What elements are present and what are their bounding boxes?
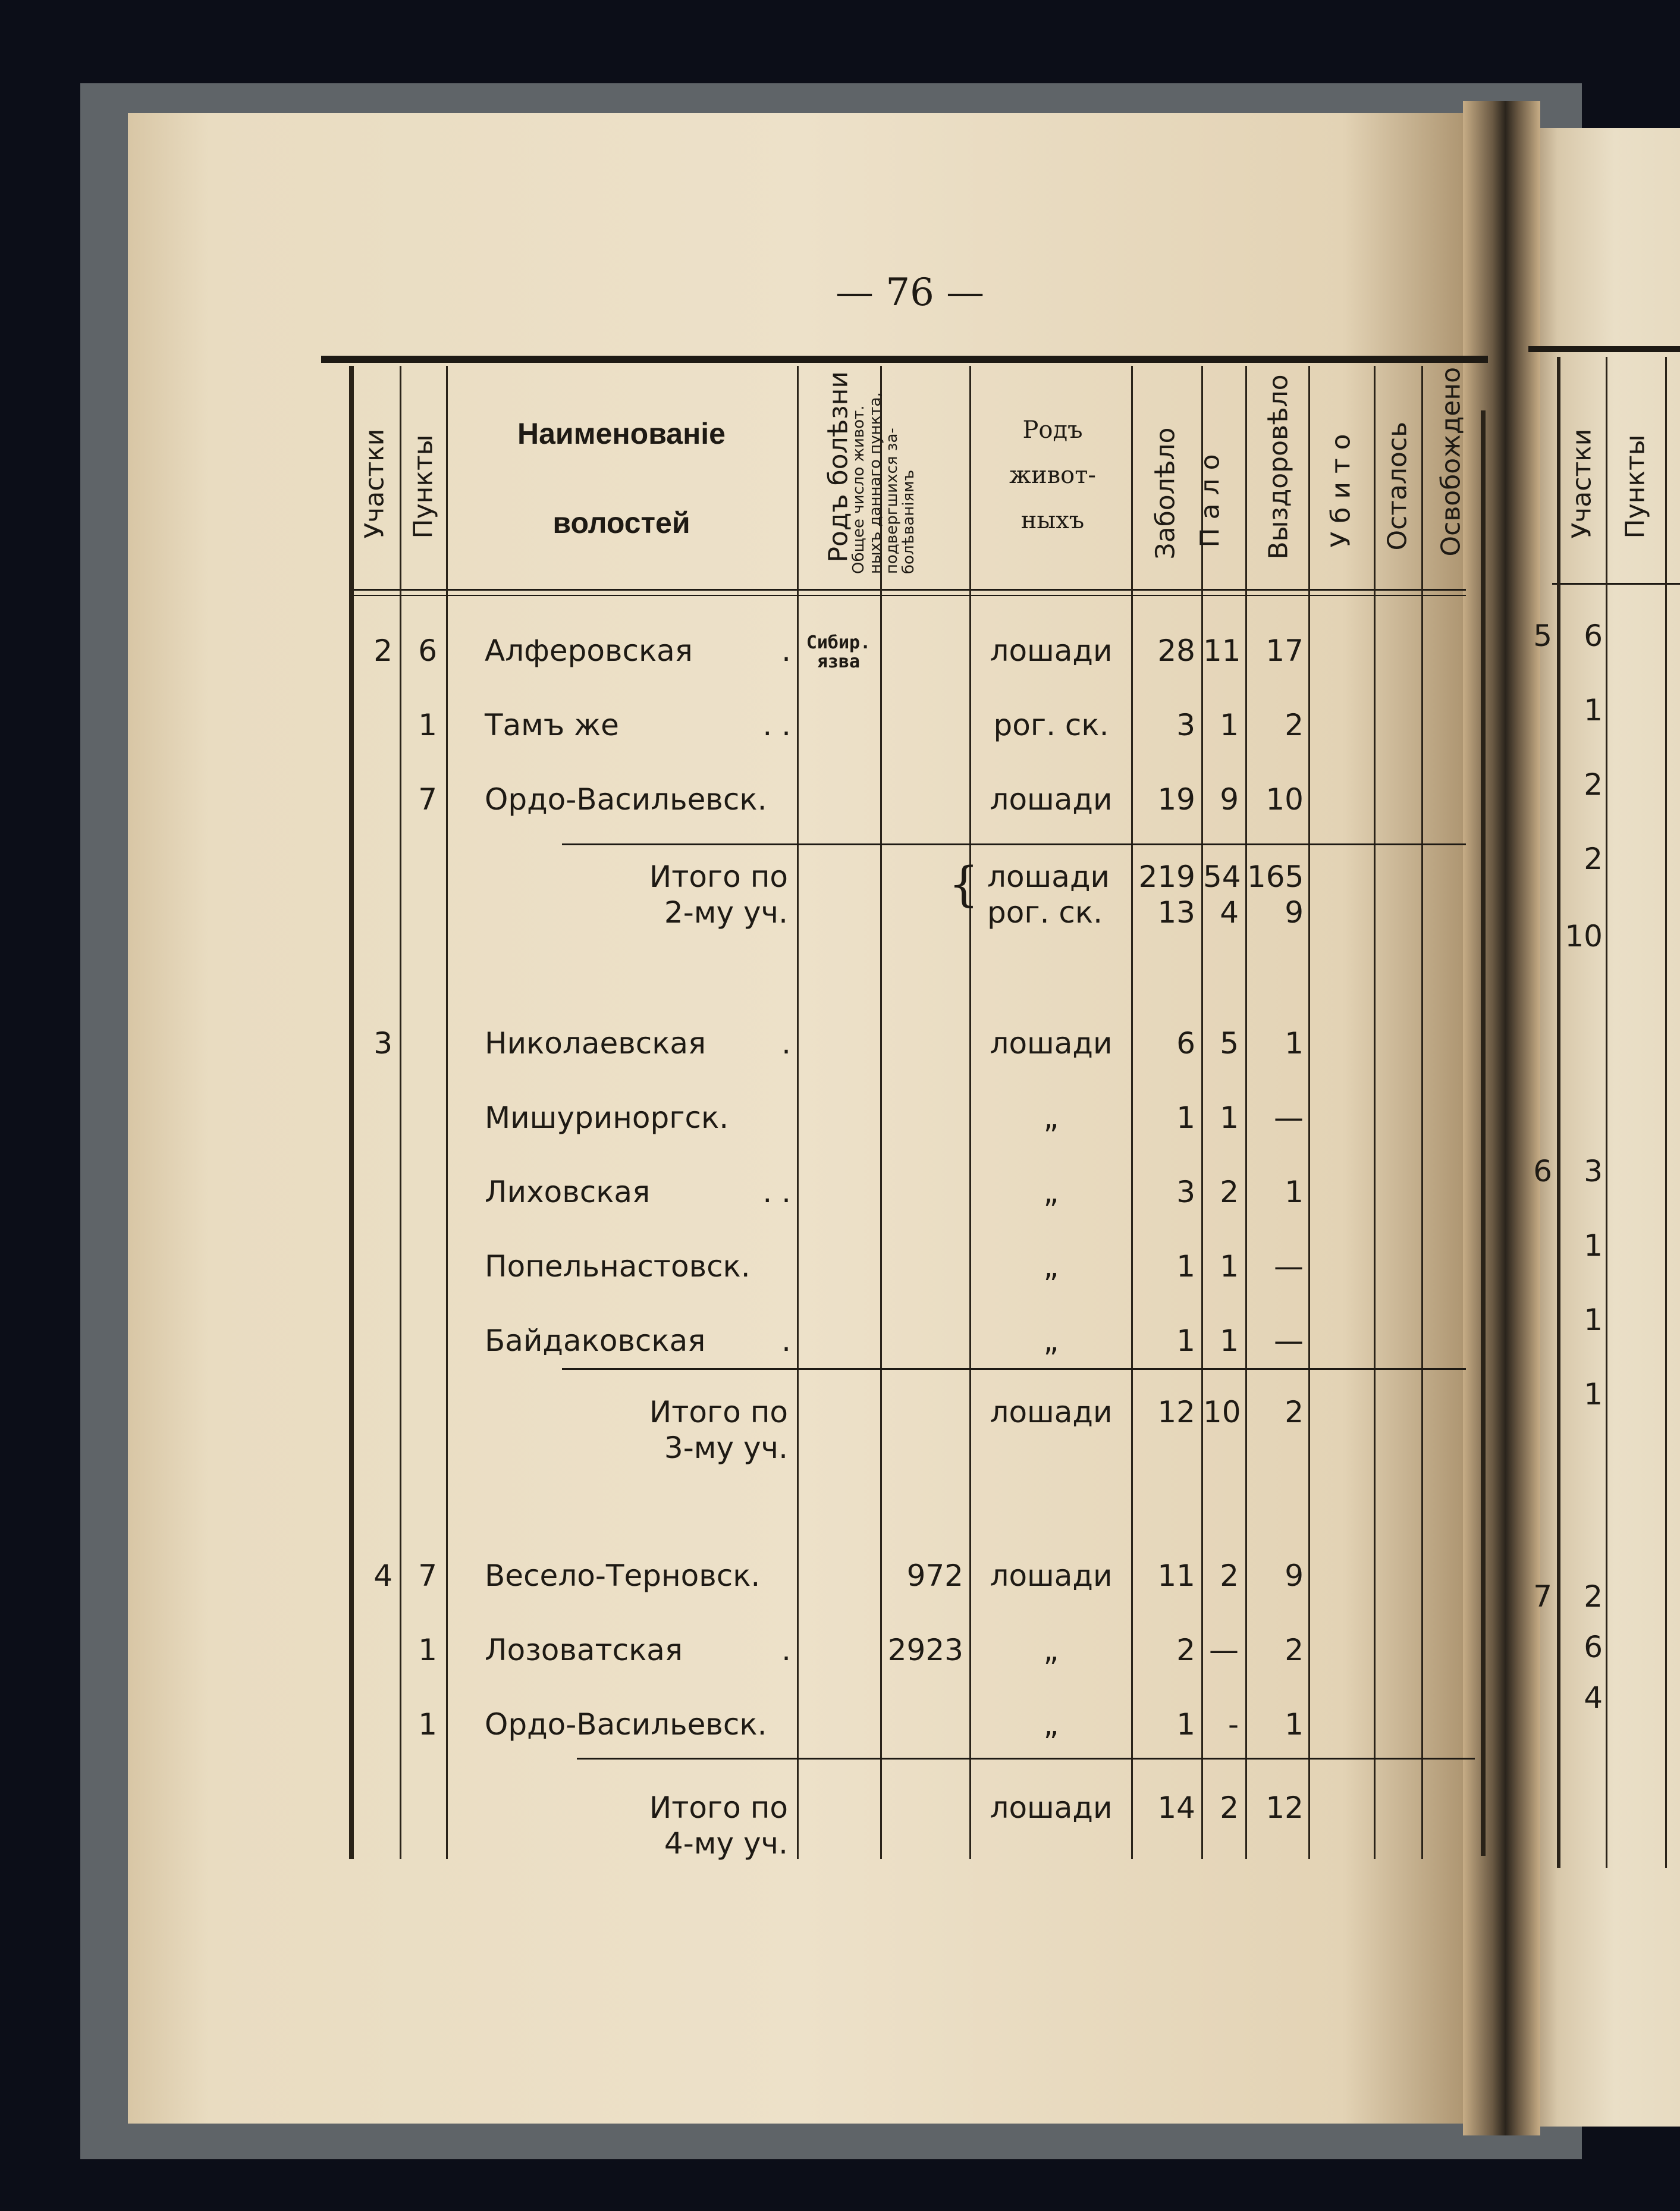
- cell-animal-type: лошади: [990, 1558, 1113, 1593]
- header-rod-bolezni: Родъ болѣзни: [823, 371, 854, 563]
- header-rod-zhivotnykh: [975, 407, 1130, 543]
- cell-palo: 2: [1220, 1175, 1239, 1209]
- cell-palo: 2: [1220, 1558, 1239, 1593]
- total-palo: 2: [1220, 1790, 1239, 1825]
- header-ostalos: Осталось: [1382, 421, 1413, 551]
- cell-animal-type: „: [1043, 1175, 1059, 1209]
- cell-zabolelo: 6: [1176, 1026, 1195, 1061]
- header-bottom-rule: [349, 589, 1466, 591]
- cell-volost-name: Лозоватская: [485, 1633, 683, 1667]
- cell-total-animals: 2923: [887, 1633, 963, 1667]
- cell-vyzdorovelo: 1: [1285, 1026, 1304, 1061]
- right-table-left-border: [1557, 357, 1560, 1868]
- cell-palo: 9: [1220, 782, 1239, 817]
- total-animal-type: рог. ск.: [987, 895, 1103, 930]
- cell-palo: 1: [1220, 1249, 1239, 1284]
- cell-vyzdorovelo: 10: [1266, 782, 1304, 817]
- total-palo: 4: [1220, 895, 1239, 930]
- header-volostey: волостей: [552, 506, 690, 540]
- header-ubito: У б и т о: [1326, 434, 1356, 548]
- right-page: [1516, 128, 1680, 2127]
- cell-zabolelo: 1: [1176, 1249, 1195, 1284]
- cell-animal-type: лошади: [990, 1026, 1113, 1061]
- cell-vyzdorovelo: 2: [1285, 708, 1304, 742]
- right-header-bottom-rule: [1552, 583, 1680, 585]
- header-obshchee: [850, 378, 922, 574]
- total-label: Итого по: [649, 1395, 788, 1429]
- cell-vyzdorovelo: —: [1274, 1249, 1304, 1284]
- right-cell-punkt: 4: [1584, 1680, 1603, 1715]
- disease-line: язва: [817, 651, 861, 672]
- right-col-line: [1606, 357, 1607, 1868]
- cell-punkt: 6: [418, 633, 437, 668]
- total-label: Итого по: [649, 860, 788, 894]
- cell-leader-dots: .: [781, 1324, 791, 1358]
- col-line: [797, 366, 799, 1859]
- header-osvobozhdeno: Освобождено: [1436, 366, 1467, 557]
- total-label: 3-му уч.: [664, 1431, 788, 1465]
- cell-zabolelo: 3: [1176, 708, 1195, 742]
- right-cell-punkt: 2: [1584, 842, 1603, 876]
- right-header-uchastki: Участки: [1566, 428, 1597, 539]
- right-cell-punkt: 6: [1584, 1630, 1603, 1664]
- right-cell-uchastok: 5: [1533, 619, 1552, 653]
- right-table-top-rule: [1528, 346, 1680, 352]
- cell-punkt: 1: [418, 1633, 437, 1667]
- cell-palo: 1: [1220, 708, 1239, 742]
- cell-animal-type: „: [1043, 1324, 1059, 1358]
- cell-zabolelo: 11: [1157, 1558, 1195, 1593]
- cell-volost-name: Мишуриноргск.: [485, 1100, 729, 1135]
- cell-uchastok: 3: [373, 1026, 392, 1061]
- cell-leader-dots: .: [781, 1026, 791, 1061]
- header-obshchee-line: подвергшихся за-: [883, 428, 901, 574]
- disease-label: [800, 633, 877, 672]
- right-cell-punkt: 1: [1584, 1228, 1603, 1263]
- page-number: — 76 —: [836, 271, 985, 315]
- header-obshchee-line: Общее число живот.: [850, 405, 868, 574]
- col-line: [1421, 366, 1423, 1859]
- right-cell-punkt: 2: [1584, 1579, 1603, 1614]
- total-palo: 10: [1203, 1395, 1241, 1429]
- section-separator: [562, 843, 1466, 845]
- total-label: 2-му уч.: [664, 895, 788, 930]
- cell-vyzdorovelo: 1: [1285, 1707, 1304, 1742]
- right-cell-uchastok: 6: [1533, 1154, 1552, 1188]
- right-cell-punkt: 1: [1584, 693, 1603, 727]
- total-vyzdorovelo: 12: [1266, 1790, 1304, 1825]
- cell-uchastok: 4: [373, 1558, 392, 1593]
- right-header-punkty: Пункты: [1620, 434, 1651, 539]
- cell-uchastok: 2: [373, 633, 392, 668]
- right-cell-punkt: 10: [1565, 919, 1603, 954]
- table-left-border: [349, 366, 354, 1859]
- total-label: Итого по: [649, 1790, 788, 1825]
- total-animal-type: лошади: [990, 1790, 1113, 1825]
- header-naimenovanie: Наименованіе: [517, 417, 726, 450]
- cell-vyzdorovelo: 2: [1285, 1633, 1304, 1667]
- col-line: [446, 366, 448, 1859]
- cell-volost-name: Николаевская: [485, 1026, 706, 1061]
- cell-palo: -: [1227, 1707, 1239, 1742]
- right-cell-punkt: 3: [1584, 1154, 1603, 1188]
- header-vyzdorovelo: Выздоровѣло: [1263, 374, 1294, 560]
- cell-punkt: 1: [418, 1707, 437, 1742]
- cell-palo: 1: [1220, 1324, 1239, 1358]
- total-zabolelo: 13: [1157, 895, 1195, 930]
- cell-animal-type: лошади: [990, 782, 1113, 817]
- cell-animal-type: „: [1043, 1633, 1059, 1667]
- cell-volost-name: Алферовская: [485, 633, 693, 668]
- cell-volost-name: Тамъ же: [485, 708, 619, 742]
- header-bottom-rule-2: [349, 595, 1466, 596]
- cell-volost-name: Байдаковская: [485, 1324, 706, 1358]
- cell-zabolelo: 1: [1176, 1100, 1195, 1135]
- col-line: [880, 366, 882, 1859]
- total-zabolelo: 12: [1157, 1395, 1195, 1429]
- cell-palo: —: [1209, 1633, 1239, 1667]
- header-rod-zhiv-line: Родъ: [1022, 416, 1083, 444]
- section-separator: [562, 1368, 1466, 1370]
- header-rod-zhiv-line: ныхъ: [1020, 507, 1085, 534]
- col-line: [1374, 366, 1376, 1859]
- header-punkty: Пункты: [408, 434, 439, 539]
- disease-line: Сибир.: [806, 632, 871, 653]
- cell-animal-type: „: [1043, 1100, 1059, 1135]
- cell-palo: 11: [1203, 633, 1241, 668]
- section-separator: [577, 1758, 1475, 1760]
- cell-animal-type: рог. ск.: [993, 708, 1109, 742]
- total-palo: 54: [1203, 860, 1241, 894]
- header-rod-zhiv-line: живот-: [1009, 462, 1096, 489]
- total-vyzdorovelo: 9: [1285, 895, 1304, 930]
- cell-leader-dots: . .: [762, 708, 791, 742]
- total-animal-type: лошади: [990, 1395, 1113, 1429]
- cell-zabolelo: 19: [1157, 782, 1195, 817]
- cell-animal-type: лошади: [990, 633, 1113, 668]
- header-zabolelo: Заболѣло: [1150, 427, 1181, 560]
- table-top-rule: [321, 356, 1488, 363]
- cell-punkt: 7: [418, 1558, 437, 1593]
- cell-volost-name: Лиховская: [485, 1175, 651, 1209]
- header-obshchee-line: болѣваніямъ: [900, 469, 918, 574]
- total-animal-type: лошади: [987, 860, 1110, 894]
- cell-vyzdorovelo: —: [1274, 1324, 1304, 1358]
- cell-zabolelo: 3: [1176, 1175, 1195, 1209]
- cell-vyzdorovelo: 9: [1285, 1558, 1304, 1593]
- cell-leader-dots: .: [781, 1633, 791, 1667]
- table-right-border: [1481, 410, 1486, 1856]
- total-zabolelo: 14: [1157, 1790, 1195, 1825]
- cell-vyzdorovelo: 17: [1266, 633, 1304, 668]
- cell-volost-name: Ордо-Васильевск.: [485, 782, 767, 817]
- right-cell-punkt: 1: [1584, 1303, 1603, 1337]
- header-obshchee-line: ныхъ даннаго пункта,: [866, 392, 884, 574]
- cell-total-animals: 972: [906, 1558, 963, 1593]
- brace-mark: {: [949, 857, 979, 912]
- cell-palo: 5: [1220, 1026, 1239, 1061]
- cell-vyzdorovelo: 1: [1285, 1175, 1304, 1209]
- cell-zabolelo: 1: [1176, 1707, 1195, 1742]
- header-uchastki: Участки: [359, 428, 390, 539]
- book-spine: [1463, 101, 1540, 2135]
- cell-punkt: 7: [418, 782, 437, 817]
- cell-vyzdorovelo: —: [1274, 1100, 1304, 1135]
- right-cell-uchastok: 7: [1533, 1579, 1552, 1614]
- right-col-line: [1665, 357, 1667, 1868]
- header-palo: П а л о: [1195, 454, 1226, 548]
- col-line: [1308, 366, 1310, 1859]
- cell-animal-type: „: [1043, 1249, 1059, 1284]
- cell-volost-name: Ордо-Васильевск.: [485, 1707, 767, 1742]
- cell-zabolelo: 28: [1157, 633, 1195, 668]
- right-cell-punkt: 2: [1584, 767, 1603, 802]
- total-label: 4-му уч.: [664, 1826, 788, 1861]
- cell-leader-dots: . .: [762, 1175, 791, 1209]
- total-zabolelo: 219: [1138, 860, 1195, 894]
- cell-leader-dots: .: [781, 633, 791, 668]
- col-line: [969, 366, 971, 1859]
- cell-punkt: 1: [418, 708, 437, 742]
- total-vyzdorovelo: 2: [1285, 1395, 1304, 1429]
- cell-zabolelo: 1: [1176, 1324, 1195, 1358]
- cell-volost-name: Попельнастовск.: [485, 1249, 750, 1284]
- right-cell-punkt: 1: [1584, 1377, 1603, 1412]
- cell-animal-type: „: [1043, 1707, 1059, 1742]
- cell-palo: 1: [1220, 1100, 1239, 1135]
- total-vyzdorovelo: 165: [1247, 860, 1304, 894]
- cell-volost-name: Весело-Терновск.: [485, 1558, 761, 1593]
- right-cell-punkt: 6: [1584, 619, 1603, 653]
- cell-zabolelo: 2: [1176, 1633, 1195, 1667]
